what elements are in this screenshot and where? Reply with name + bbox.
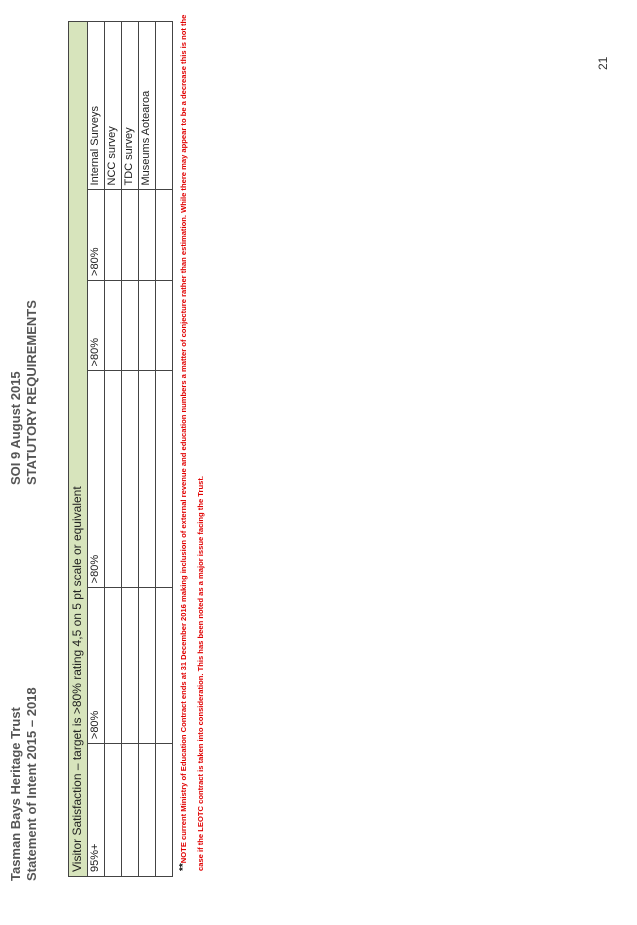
table-cell [122, 190, 139, 280]
soi-date: SOI 9 August 2015 [8, 371, 23, 485]
table-cell: 95%+ [88, 744, 105, 877]
table-cell: Museums Aotearoa [139, 22, 156, 190]
table-cell [122, 588, 139, 744]
table-cell: >80% [88, 280, 105, 370]
table-cell: NCC survey [105, 22, 122, 190]
table-cell [122, 280, 139, 370]
table-cell [105, 588, 122, 744]
table-row [105, 22, 122, 877]
page-number: 21 [596, 56, 610, 70]
table-cell [139, 371, 156, 588]
table-cell [156, 588, 173, 744]
table-cell [156, 280, 173, 370]
table-cell [156, 22, 173, 190]
doc-title: Statement of Intent 2015 – 2018 [24, 687, 39, 881]
org-name: Tasman Bays Heritage Trust [8, 707, 23, 881]
table-cell: Internal Surveys [88, 22, 105, 190]
table-cell [156, 371, 173, 588]
table-cell [122, 371, 139, 588]
table-row [122, 22, 139, 877]
table-cell [105, 190, 122, 280]
table-heading: Visitor Satisfaction – target is >80% rating 4,5 on 5 pt scale or equivalent [69, 22, 88, 877]
table-cell: >80% [88, 371, 105, 588]
table-row [139, 22, 156, 877]
table-cell [139, 744, 156, 877]
header-right [8, 300, 40, 485]
note-text: NOTE current Ministry of Education Contract ends at 31 December 2016 making inclusion of external revenue and education numbers a matter of conjecture rather than estimation. While there may appear to be a decrease this is not the case if the LEOTC contract is taken into consideration. This has been noted as a major issue facing the Trust. [179, 14, 205, 871]
table-cell [139, 190, 156, 280]
note-marker: ** [178, 863, 189, 871]
table-cell [105, 744, 122, 877]
visitor-satisfaction-table [68, 21, 173, 877]
table-cell [122, 744, 139, 877]
table-heading-row [69, 22, 88, 877]
table-row [88, 22, 105, 877]
contract-note [175, 11, 209, 871]
table-cell [156, 744, 173, 877]
table-cell [156, 190, 173, 280]
table-cell: >80% [88, 588, 105, 744]
table-row [156, 22, 173, 877]
table-cell: >80% [88, 190, 105, 280]
table-cell [139, 280, 156, 370]
table-cell: TDC survey [122, 22, 139, 190]
table-cell [105, 280, 122, 370]
section-title: STATUTORY REQUIREMENTS [24, 300, 39, 485]
table-cell [139, 588, 156, 744]
header-left [8, 687, 40, 881]
table-cell [105, 371, 122, 588]
